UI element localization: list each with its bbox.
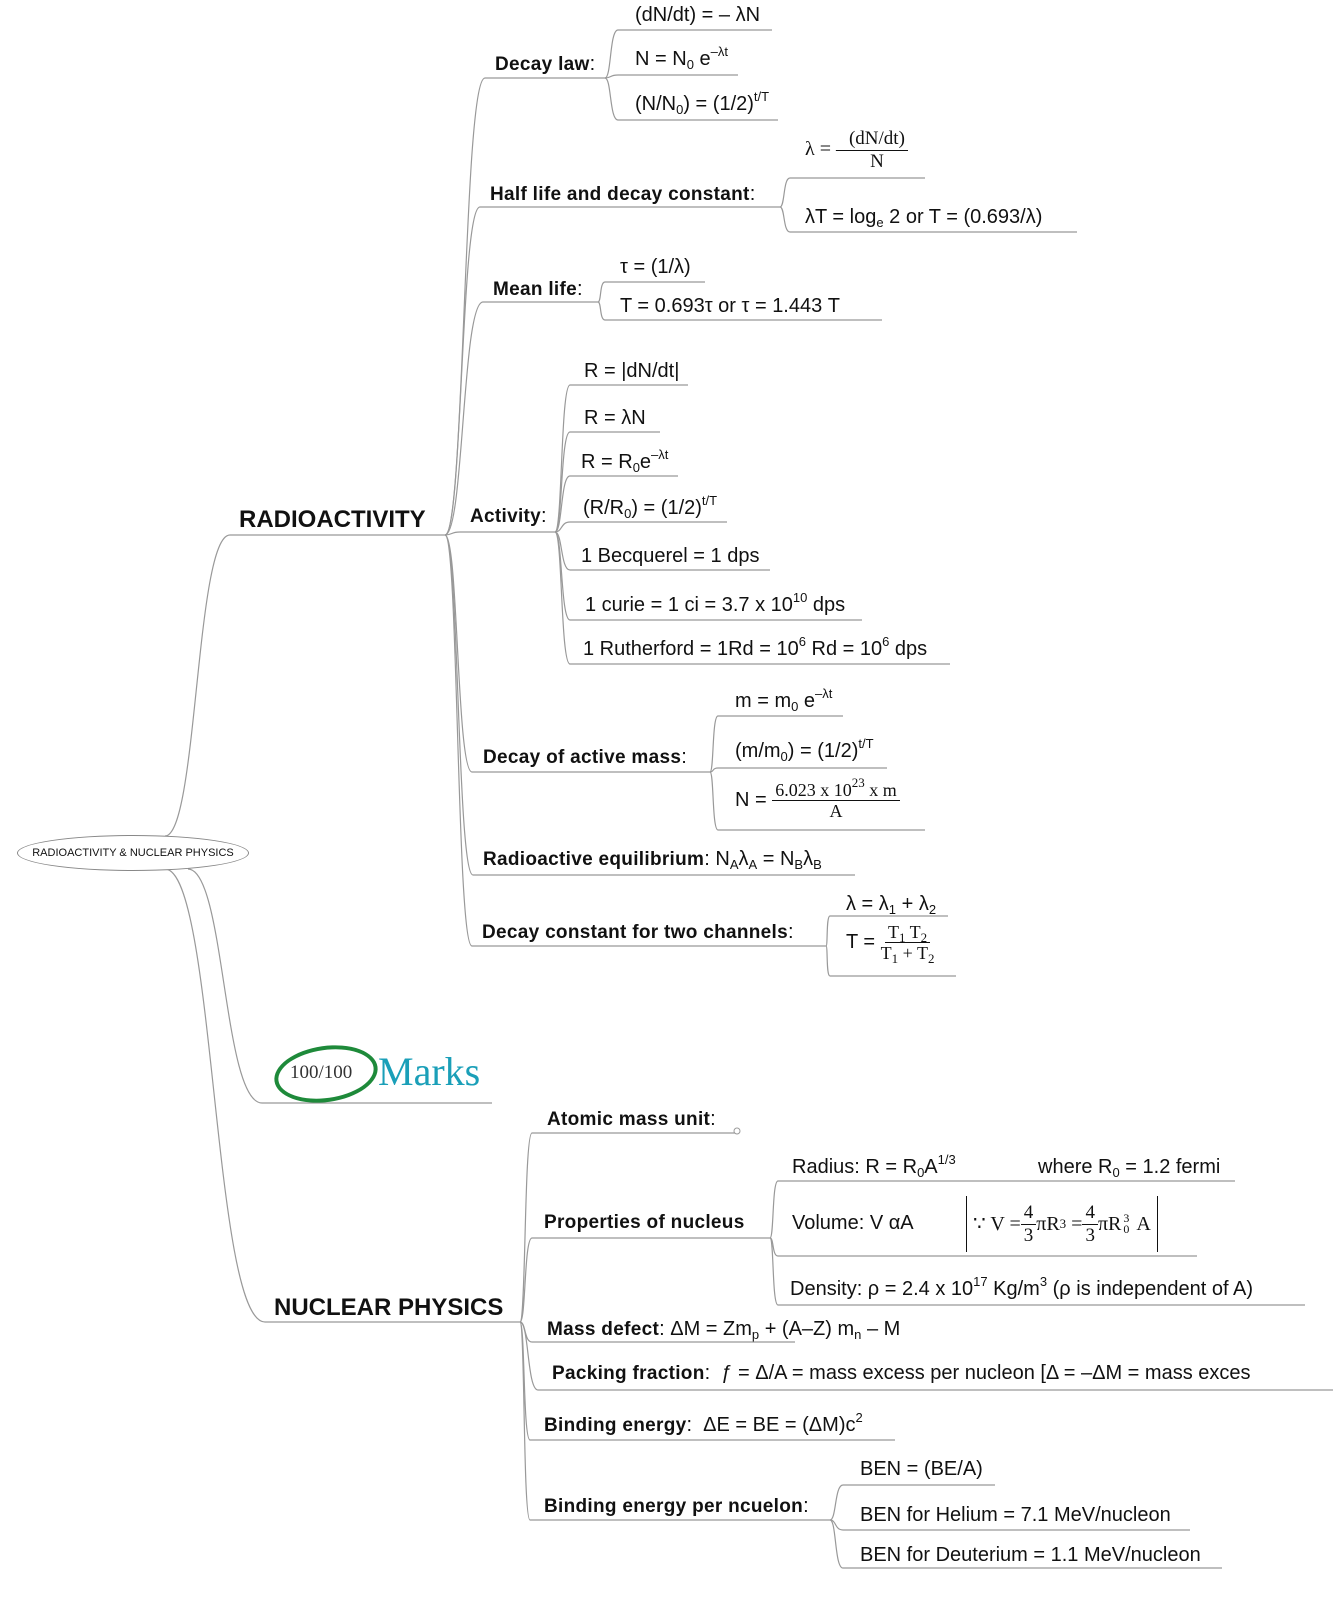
superscript: –λt [710,44,728,59]
text-segment: 1 curie = 1 ci = 3.7 x 10 [585,594,793,616]
branch-connector [165,535,230,836]
frac-lhs: N = [735,788,767,811]
text-segment: R = |dN/dt| [584,360,680,382]
text-segment: R = λN [584,407,646,429]
text-segment: Density: ρ = 2.4 x 10 [790,1278,974,1300]
vol-eq: = [1071,1213,1083,1235]
formula [860,1543,1201,1567]
branch-connector [445,535,472,772]
subscript: B [794,857,804,872]
node-label: Binding energy per ncuelon [544,1496,804,1517]
text-segment: Radius: R = R [792,1156,918,1178]
superscript: 17 [973,1274,988,1289]
vol-term: πR [1036,1213,1060,1235]
branch-connector [830,1520,843,1568]
node-half-life[interactable]: Half life and decay constant: [490,183,756,205]
frac-num: (dN/dt) [846,128,908,151]
text-segment: + T [898,943,928,963]
node-label: Radioactive equilibrium [483,849,705,870]
text-segment: 6.023 x 10 [775,780,852,800]
text-segment: λ [738,848,749,870]
subscript: 0 [624,506,632,521]
text-segment: T = 0.693τ or τ = 1.443 T [620,295,841,317]
radius-note [1038,1155,1220,1179]
node-label: Binding energy [544,1415,687,1436]
formula [715,848,821,870]
formula [581,447,669,475]
formula [635,44,728,72]
text-segment: ) = (1/2) [631,497,702,519]
text-segment: = 1.2 fermi [1119,1156,1221,1178]
text-segment: dps [889,638,928,660]
formula [583,634,928,661]
central-topic[interactable] [17,835,249,871]
formula [670,1318,900,1340]
subscript: A [748,857,758,872]
text-segment: A [924,1156,938,1178]
text-segment: λ [803,848,814,870]
text-segment: Kg/m [987,1278,1040,1300]
node-atomic-mass-unit[interactable]: Atomic mass unit: [547,1108,716,1130]
superscript: –λt [651,447,669,462]
subscript: p [751,1327,760,1342]
subscript: 2 [928,902,937,917]
superscript: 6 [798,634,806,649]
frac-den [880,943,935,966]
formula-volume: Volume: V αA [792,1212,914,1234]
branch-connector [710,772,718,830]
superscript: 1/3 [937,1152,956,1167]
branch-connector [520,1322,530,1520]
text-segment: (R/R [583,497,625,519]
frac-4-3 [1082,1202,1098,1247]
subscript: 0 [1112,1165,1120,1180]
branch-connector [605,78,618,120]
topic-nuclear-physics[interactable]: NUCLEAR PHYSICS [274,1294,504,1321]
node-mean-life[interactable]: Mean life: [493,278,583,300]
text-segment: 1 Rutherford = 1Rd = 10 [583,638,799,660]
subscript: 1 [888,902,897,917]
text-segment: – M [861,1318,901,1340]
subscript: A [729,857,739,872]
superscript: t/T [858,736,874,751]
vol-term: A [1136,1213,1151,1235]
branch-connector [826,916,830,946]
branch-connector [520,1133,532,1322]
vol-exp: 3 [1123,1211,1130,1225]
node-two-channels[interactable]: Decay constant for two channels: [482,921,794,943]
collapsed-node-icon[interactable] [734,1128,740,1134]
text-segment: Rd = 10 [805,638,883,660]
node-radioactive-equilibrium[interactable]: Radioactive equilibrium: $N_A\lambda_A = N_B\lambda_B$ [483,848,822,872]
vol-lhs: ∵ V = [973,1213,1021,1235]
node-properties-of-nucleus[interactable] [544,1210,745,1235]
branch-connector [188,869,262,1103]
text-segment: (N/N [635,93,677,115]
text-segment: τ = (1/λ) [620,256,691,278]
text-segment: (ρ is independent of A) [1047,1278,1254,1300]
branch-connector [710,716,718,772]
text-segment: e [798,690,816,712]
frac-lhs: T = [846,930,876,953]
text-segment: BEN for Helium = 7.1 MeV/nucleon [860,1504,1171,1526]
node-label: Decay of active mass [483,747,682,768]
text-segment: T [880,943,892,963]
superscript: 2 [855,1410,863,1425]
text-segment: m = m [735,690,792,712]
subscript: 1 [891,951,899,966]
superscript: 23 [851,775,865,790]
formula [860,1503,1171,1527]
superscript: 6 [882,634,890,649]
subscript: 1 [898,930,906,945]
formula [620,294,840,318]
superscript: 10 [792,590,808,605]
superscript: 3 [1039,1274,1048,1289]
text-segment: T [905,922,921,942]
text-segment: ΔM = Zm [670,1318,752,1340]
logo-score: 100/100 [290,1062,353,1083]
formula-fraction [805,128,908,173]
node-decay-active-mass[interactable]: Decay of active mass: [483,746,687,768]
text-segment: (dN/dt) = – λN [635,4,761,26]
branch-connector [780,207,790,232]
formula [635,89,770,117]
text-segment: λT = log [805,206,877,228]
text-segment: = N [757,848,795,870]
node-mass-defect[interactable]: Mass defect: $\Delta M = Zm_p + (A-Z)$ $m_n$ – M [547,1318,901,1342]
node-label: Packing fraction [552,1363,705,1384]
node-label: Decay law [495,54,590,75]
text-segment: λ = λ [846,893,889,915]
node-label: Decay constant for two channels [482,922,788,943]
formula [860,1457,983,1481]
branch-connector [830,1485,843,1520]
node-label: Atomic mass unit [547,1109,711,1130]
text-segment: ƒ = Δ/A = mass excess per nucleon [Δ = –ΔM = mass exces [721,1362,1251,1384]
node-binding-energy-per-nucleon[interactable]: Binding energy per ncuelon: [544,1495,809,1517]
node-label: Half life and decay constant [490,184,750,205]
text-segment: N [715,848,730,870]
subscript: 0 [676,102,684,117]
branch-connector [555,385,570,532]
subscript: e [876,215,884,230]
central-topic-label: RADIOACTIVITY & NUCLEAR PHYSICS [32,847,234,859]
vol-term: πR [1097,1213,1122,1235]
text-segment: ΔE = BE = (ΔM)c [703,1414,856,1436]
branch-connector [165,869,265,1322]
superscript: –λt [815,686,833,701]
superscript: t/T [753,89,770,104]
formula [805,205,1042,229]
text-segment: R = R [581,451,633,473]
formula [585,590,846,617]
formula [721,1362,1250,1384]
formula-fraction [846,922,935,966]
branch-connector [605,30,618,78]
text-segment: ) = (1/2) [787,740,859,762]
branch-connector [598,302,605,320]
formula [735,686,833,714]
branch-connector [445,535,473,875]
formula [635,3,760,27]
branch-connector [598,282,605,302]
text-segment: 1 Becquerel = 1 dps [581,545,760,567]
frac-den: 3 [1023,1224,1034,1246]
node-label: Mean life [493,279,577,300]
frac-den: A [829,801,843,821]
branch-connector [780,178,790,207]
branch-connector [826,946,830,976]
text-segment: BEN = (BE/A) [860,1458,983,1480]
frac-num [885,922,930,943]
frac-den: 3 [1085,1224,1095,1246]
subscript: 0 [780,749,788,764]
text-segment: BEN for Deuterium = 1.1 MeV/nucleon [860,1544,1201,1566]
frac-num: 4 [1082,1202,1098,1225]
frac-den: N [870,151,884,172]
subscript: 2 [927,951,935,966]
text-segment: 2 or T = (0.693/λ) [883,206,1043,228]
logo-100-marks [272,1040,492,1102]
formula-density [790,1274,1254,1301]
node-label: Mass defect [547,1319,660,1340]
text-segment: + λ [896,893,929,915]
frac-4-3 [1021,1202,1037,1247]
node-label: Activity [470,506,542,527]
formula [583,493,718,521]
text-segment: x m [864,780,897,800]
text-segment: N = N [635,48,687,70]
vol-sub: 0 [1123,1222,1130,1236]
text-segment: e [693,48,711,70]
subscript: 0 [917,1165,925,1180]
formula [846,892,936,916]
subscript: 0 [686,57,694,72]
text-segment: dps [807,594,846,616]
volume-bracket: ∵ V = $\frac{4}{3}$ πR 3 = $\frac{4}{3}$ πR 3 0 A [966,1196,1158,1252]
subscript: 2 [920,930,928,945]
text-segment: ) = (1/2) [683,93,754,115]
text-segment: e [639,451,652,473]
node-activity[interactable]: Activity: [470,505,547,527]
subscript: n [854,1327,862,1342]
branch-connector [445,207,480,535]
subscript: 0 [632,460,640,475]
subscript: B [813,857,822,872]
frac-lhs: λ = – [805,138,846,161]
formula [620,255,691,279]
logo-brand: Marks [378,1049,481,1094]
node-packing-fraction[interactable]: Packing fraction: ƒ = Δ/A = mass excess per nucleon [Δ = –ΔM = mass exces [552,1362,1251,1384]
formula [735,736,874,764]
formula [584,406,646,430]
branch-connector [770,1181,778,1238]
formula-fraction [735,775,900,821]
branch-connector [445,535,472,946]
topic-radioactivity[interactable]: RADIOACTIVITY [239,506,426,533]
superscript: t/T [701,493,718,508]
text-segment: T [887,922,899,942]
node-label: Properties of nucleus [544,1212,745,1233]
formula [584,359,679,383]
frac-num [772,775,900,801]
formula-radius [792,1152,956,1180]
frac-num: 4 [1021,1202,1037,1225]
subscript: 0 [791,699,799,714]
node-decay-law[interactable]: Decay law: [495,53,596,75]
node-binding-energy[interactable]: Binding energy: ΔE = BE = $(\Delta M)c^2$ [544,1410,863,1436]
formula [581,544,759,568]
text-segment: + (A–Z) m [759,1318,855,1340]
text-segment: where R [1038,1156,1113,1178]
text-segment: (m/m [735,740,781,762]
